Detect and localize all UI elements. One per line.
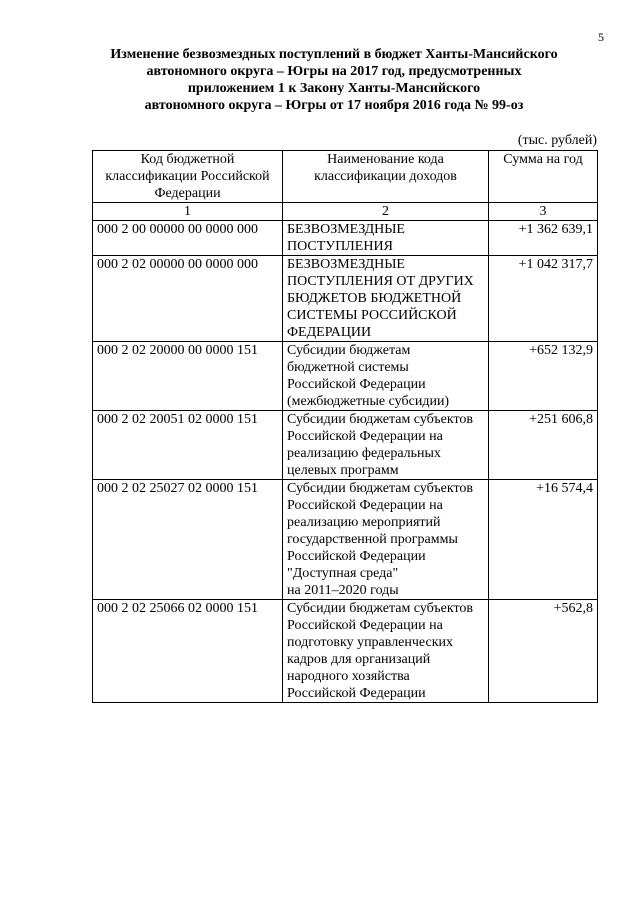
page-number: 5 bbox=[598, 30, 604, 44]
row-name-line: реализацию мероприятий bbox=[287, 515, 441, 530]
row-code: 000 2 02 00000 00 0000 000 bbox=[93, 256, 283, 342]
row-name-line: целевых программ bbox=[287, 463, 399, 478]
header-name: Наименование кода классификации доходов bbox=[283, 151, 489, 203]
units-label: (тыс. рублей) bbox=[517, 133, 597, 148]
row-name bbox=[283, 600, 489, 703]
row-name-line: на 2011–2020 годы bbox=[287, 583, 399, 598]
row-name-line: Субсидии бюджетам субъектов bbox=[287, 412, 474, 427]
column-number: 1 bbox=[93, 203, 283, 221]
row-name-line: Российской Федерации bbox=[287, 549, 426, 564]
table-row bbox=[93, 256, 598, 342]
row-code: 000 2 02 20051 02 0000 151 bbox=[93, 411, 283, 480]
row-name-line: Субсидии бюджетам субъектов bbox=[287, 481, 474, 496]
title-line: Изменение безвозмездных поступлений в бюджет Ханты-Мансийского bbox=[110, 47, 558, 62]
row-name bbox=[283, 480, 489, 600]
row-name bbox=[283, 411, 489, 480]
row-code: 000 2 02 25027 02 0000 151 bbox=[93, 480, 283, 600]
row-amount: +16 574,4 bbox=[489, 480, 598, 600]
row-name-line: БЮДЖЕТОВ БЮДЖЕТНОЙ bbox=[287, 291, 462, 306]
row-name-line: ФЕДЕРАЦИИ bbox=[287, 325, 372, 340]
title-line: автономного округа – Югры на 2017 год, предусмотренных bbox=[146, 64, 522, 79]
header-code: Код бюджетной классификации Российской Федерации bbox=[93, 151, 283, 203]
budget-table bbox=[92, 150, 598, 703]
row-name-line: (межбюджетные субсидии) bbox=[287, 394, 450, 409]
row-code: 000 2 00 00000 00 0000 000 bbox=[93, 221, 283, 256]
row-name-line: Российской Федерации на bbox=[287, 429, 443, 444]
row-amount: +1 362 639,1 bbox=[489, 221, 598, 256]
table-row bbox=[93, 480, 598, 600]
row-name-line: народного хозяйства bbox=[287, 669, 410, 684]
row-name-line: БЕЗВОЗМЕЗДНЫЕ bbox=[287, 222, 405, 237]
row-code: 000 2 02 20000 00 0000 151 bbox=[93, 342, 283, 411]
row-name-line: Российской Федерации bbox=[287, 686, 426, 701]
row-name bbox=[283, 342, 489, 411]
row-name-line: реализацию федеральных bbox=[287, 446, 441, 461]
row-amount: +251 606,8 bbox=[489, 411, 598, 480]
row-code: 000 2 02 25066 02 0000 151 bbox=[93, 600, 283, 703]
row-name-line: Субсидии бюджетам субъектов bbox=[287, 601, 474, 616]
table-row bbox=[93, 221, 598, 256]
column-number: 3 bbox=[489, 203, 598, 221]
document-title bbox=[60, 46, 608, 114]
row-name-line: Российской Федерации на bbox=[287, 498, 443, 513]
row-name bbox=[283, 256, 489, 342]
column-number-row bbox=[93, 203, 598, 221]
row-name-line: СИСТЕМЫ РОССИЙСКОЙ bbox=[287, 308, 457, 323]
header-amount: Сумма на год bbox=[489, 151, 598, 203]
table-header-row bbox=[93, 151, 598, 203]
column-number: 2 bbox=[283, 203, 489, 221]
row-amount: +1 042 317,7 bbox=[489, 256, 598, 342]
row-name-line: государственной программы bbox=[287, 532, 458, 547]
row-name bbox=[283, 221, 489, 256]
title-line: приложением 1 к Закону Ханты-Мансийского bbox=[187, 81, 481, 96]
row-amount: +562,8 bbox=[489, 600, 598, 703]
table-row bbox=[93, 600, 598, 703]
table-row bbox=[93, 411, 598, 480]
row-name-line: Субсидии бюджетам bbox=[287, 343, 411, 358]
row-name-line: БЕЗВОЗМЕЗДНЫЕ bbox=[287, 257, 405, 272]
row-amount: +652 132,9 bbox=[489, 342, 598, 411]
table-row bbox=[93, 342, 598, 411]
row-name-line: Российской Федерации bbox=[287, 377, 426, 392]
row-name-line: бюджетной системы bbox=[287, 360, 409, 375]
row-name-line: ПОСТУПЛЕНИЯ bbox=[287, 239, 393, 254]
row-name-line: кадров для организаций bbox=[287, 652, 431, 667]
row-name-line: "Доступная среда" bbox=[287, 566, 399, 581]
row-name-line: Российской Федерации на bbox=[287, 618, 443, 633]
row-name-line: подготовку управленческих bbox=[287, 635, 454, 650]
title-line: автономного округа – Югры от 17 ноября 2016 года № 99-оз bbox=[144, 98, 524, 113]
row-name-line: ПОСТУПЛЕНИЯ ОТ ДРУГИХ bbox=[287, 274, 474, 289]
